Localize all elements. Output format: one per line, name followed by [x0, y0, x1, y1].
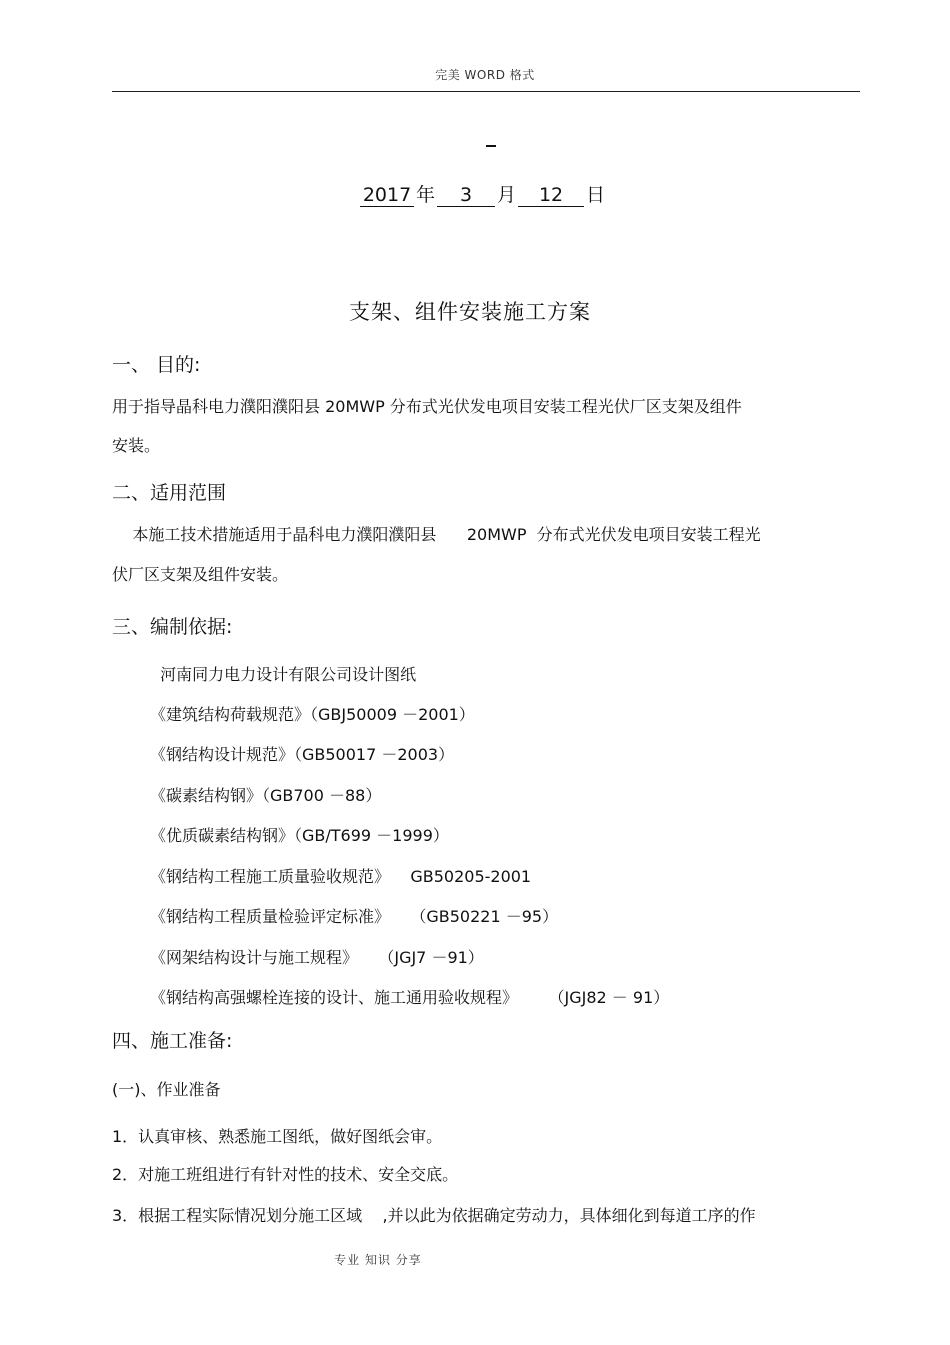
section-heading-purpose: 一、 目的: — [112, 354, 201, 376]
date-line — [360, 182, 607, 208]
reference-item: 《钢结构工程质量检验评定标准》 （GB50221 －95） — [150, 907, 559, 926]
date-year: 2017 — [360, 184, 414, 207]
reference-item: 《建筑结构荷载规范》（GBJ50009 －2001） — [150, 705, 475, 724]
reference-item: 《碳素结构钢》（GB700 －88） — [150, 786, 382, 805]
prep-list-item: 2．对施工班组进行有针对性的技术、安全交底。 — [112, 1165, 459, 1184]
date-month-unit: 月 — [497, 184, 517, 206]
purpose-paragraph-line-1: 用于指导晶科电力濮阳濮阳县 20MWP 分布式光伏发电项目安装工程光伏厂区支架及组件 — [112, 397, 742, 416]
section-heading-scope: 二、适用范围 — [112, 482, 227, 504]
date-day-unit: 日 — [586, 184, 606, 206]
prep-list-item: 3．根据工程实际情况划分施工区域 ,并以此为依据确定劳动力，具体细化到每道工序的作 — [112, 1206, 756, 1225]
date-day: 12 — [518, 184, 584, 207]
section-heading-basis: 三、编制依据: — [112, 616, 233, 638]
reference-item: 《优质碳素结构钢》（GB/T699 －1999） — [150, 826, 449, 845]
purpose-paragraph-line-2: 安装。 — [112, 436, 161, 455]
page-header: 完美 WORD 格式 — [435, 68, 535, 82]
page-footer: 专业 知识 分享 — [334, 1253, 422, 1267]
prep-list-item: 1．认真审核、熟悉施工图纸，做好图纸会审。 — [112, 1127, 443, 1146]
reference-item: 《钢结构设计规范》（GB50017 －2003） — [150, 745, 455, 764]
reference-item: 《网架结构设计与施工规程》 （JGJ7 －91） — [150, 948, 484, 967]
reference-item: 河南同力电力设计有限公司设计图纸 — [150, 665, 417, 684]
header-divider — [112, 91, 860, 92]
date-month: 3 — [437, 184, 495, 207]
reference-item: 《钢结构高强螺栓连接的设计、施工通用验收规程》 （JGJ82 － 91） — [150, 988, 670, 1007]
section-heading-preparation: 四、施工准备: — [112, 1030, 233, 1052]
date-year-unit: 年 — [416, 184, 436, 206]
dash-mark — [486, 145, 496, 147]
subsection-heading-work-prep: (一)、作业准备 — [112, 1080, 221, 1099]
scope-paragraph-line-1: 本施工技术措施适用于晶科电力濮阳濮阳县 20MWP 分布式光伏发电项目安装工程光 — [112, 525, 761, 544]
scope-paragraph-line-2: 伏厂区支架及组件安装。 — [112, 565, 289, 584]
document-title: 支架、组件安装施工方案 — [349, 300, 591, 324]
reference-item: 《钢结构工程施工质量验收规范》 GB50205-2001 — [150, 867, 532, 886]
